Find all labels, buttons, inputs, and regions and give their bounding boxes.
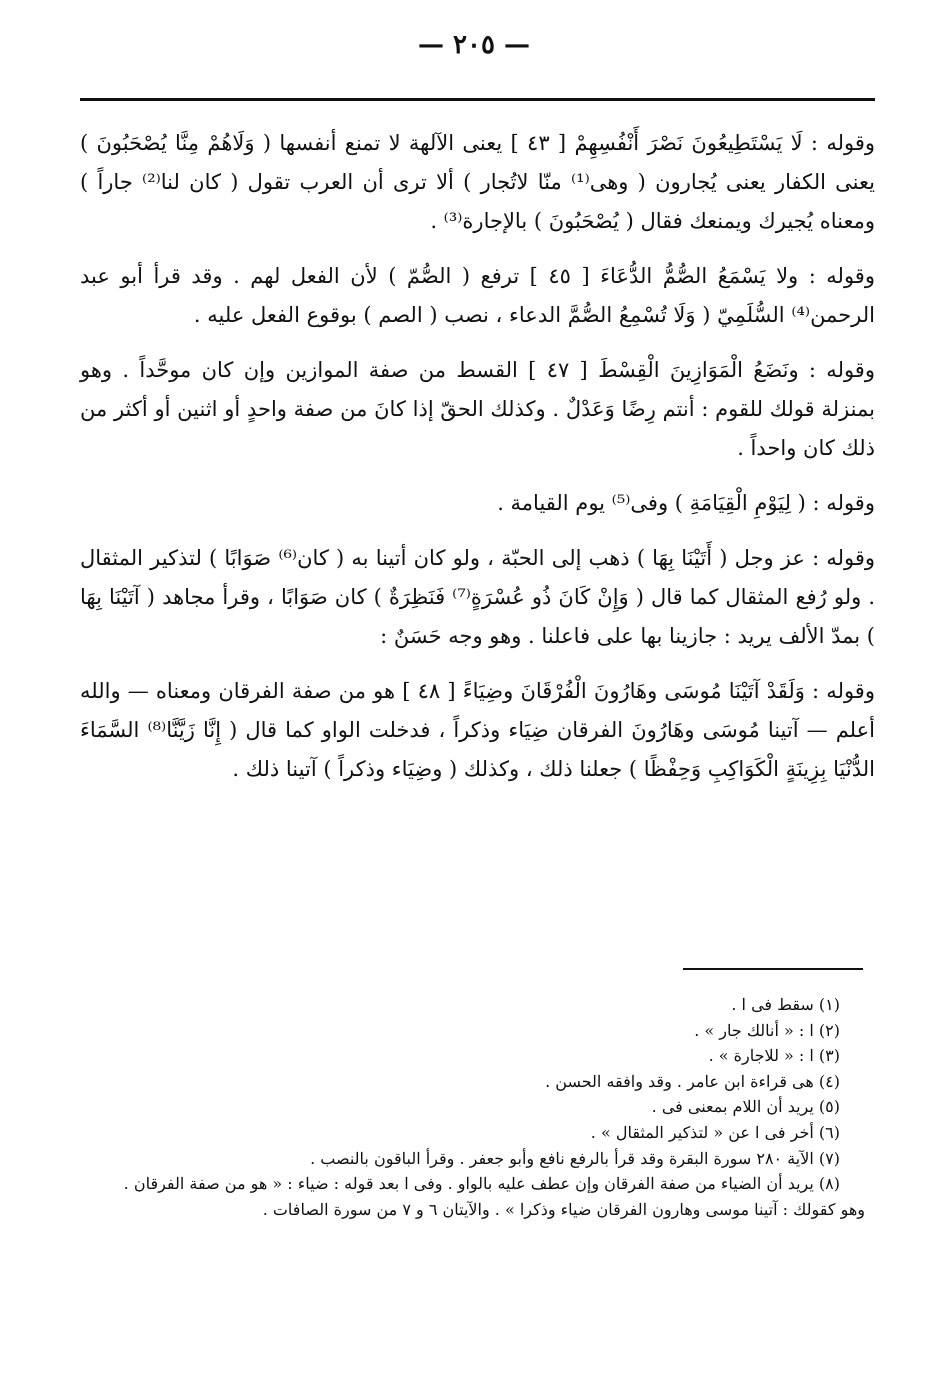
footnote-8: (٨) يريد أن الضياء من صفة الفرقان وإن عطف عليه بالواو . وفى ا بعد قوله : ضياء : « هو من صفة الفرقان . — [123, 1174, 840, 1194]
footnote-1: (١) سقط فى ا . — [731, 995, 840, 1014]
footnote-3: (٣) ا : « للاجارة » . — [708, 1046, 840, 1066]
footnote-2: (٢) ا : « أنالك جار » . — [694, 1020, 840, 1040]
footnote-rule — [683, 968, 863, 970]
paragraph-3: وقوله : ونَضَعُ الْمَوَازِينَ الْقِسْطَ [ ٤٧ ] القسط من صفة الموازين وإن كان موحَّداً . وهو بمنزلة قولك للقوم : أنتم رِضًا وَعَدْلٌ . وكذلك الحقّ إذا كانَ من صفة واحدٍ أو اثنين أو أكثر من ذلك كان واحداً . — [80, 358, 875, 460]
footnotes — [80, 992, 865, 1222]
footnote-7: (٧) الآية ٢٨٠ سورة البقرة وقد قرأ بالرفع نافع وأبو جعفر . وقرأ الباقون بالنصب . — [310, 1148, 840, 1168]
paragraph-2: وقوله : ولا يَسْمَعُ الصُّمُّ الدُّعَاءَ [ ٤٥ ] ترفع ( الصُّمّ ) لأن الفعل لهم . وقد قرأ أبو عبد الرحمن⁽⁴⁾ السُّلَمِيّ ( وَلَا تُسْمِعُ الصُّمَّ الدعاء ، نصب ( الصم ) بوقوع الفعل عليه . — [80, 264, 875, 327]
main-text — [80, 124, 875, 805]
page-number: — ٢٠٥ — — [417, 30, 531, 60]
paragraph-6: وقوله : وَلَقَدْ آتَيْنَا مُوسَى وهَارُونَ الْفُرْقَانَ وضِيَاءً [ ٤٨ ] هو من صفة الفرقان ومعناه — والله أعلم — آتينا مُوسَى وهَارُونَ الفرقان ضِيَاء وذكراً ، فدخلت الواو كما قال ( إِنَّا زَيَّنَّا⁽⁸⁾ السَّمَاءَ الدُّنْيَا بِزِينَةٍ الْكَوَاكِبِ وَحِفْظًا ) جعلنا ذلك ، وكذلك ( وضِيَاء وذكراً ) آتينا ذلك . — [80, 679, 875, 781]
header-rule — [80, 98, 875, 101]
paragraph-1: وقوله : لَا يَسْتَطِيعُونَ نَصْرَ أَنْفُسِهِمْ [ ٤٣ ] يعنى الآلهة لا تمنع أنفسها ( وَلَاهُمْ مِنَّا يُصْحَبُونَ ) يعنى الكفار يعنى يُجارون ( وهى⁽¹⁾ منّا لاتُجار ) ألا ترى أن العرب تقول ( كان لنا⁽²⁾ جاراً ) ومعناه يُجيرك ويمنعك فقال ( يُصْحَبُونَ ) بالإجارة⁽³⁾ . — [80, 131, 876, 233]
footnote-5: (٥) يريد أن اللام بمعنى فى . — [651, 1097, 840, 1117]
footnote-6: (٦) أخر فى ا عن « لتذكير المثقال » . — [590, 1122, 840, 1142]
footnote-4: (٤) هى قراءة ابن عامر . وقد وافقه الحسن . — [545, 1071, 840, 1091]
paragraph-4: وقوله : ( لِيَوْمِ الْقِيَامَةِ ) وفى⁽⁵⁾ يوم القيامة . — [497, 491, 875, 515]
paragraph-5: وقوله : عز وجل ( أَتَيْنَا بِهَا ) ذهب إلى الحبّة ، ولو كان أتينا به ( كان⁽⁶⁾ صَوَابًا ) لتذكير المثقال . ولو رُفع المثقال كما قال ( وَإِنْ كَانَ ذُو عُسْرَةٍ⁽⁷⁾ فَنَظِرَةٌ ) كان صَوَابًا ، وقرأ مجاهد ( آتَيْنَا بِهَا ) بمدّ الألف يريد : جازينا بها على فاعلنا . وهو وجه حَسَنٌ : — [80, 546, 875, 648]
footnote-8-continuation: وهو كقولك : آتينا موسى وهارون الفرقان ضياء وذكرا » . والآيتان ٦ و ٧ من سورة الصافات . — [262, 1199, 865, 1219]
